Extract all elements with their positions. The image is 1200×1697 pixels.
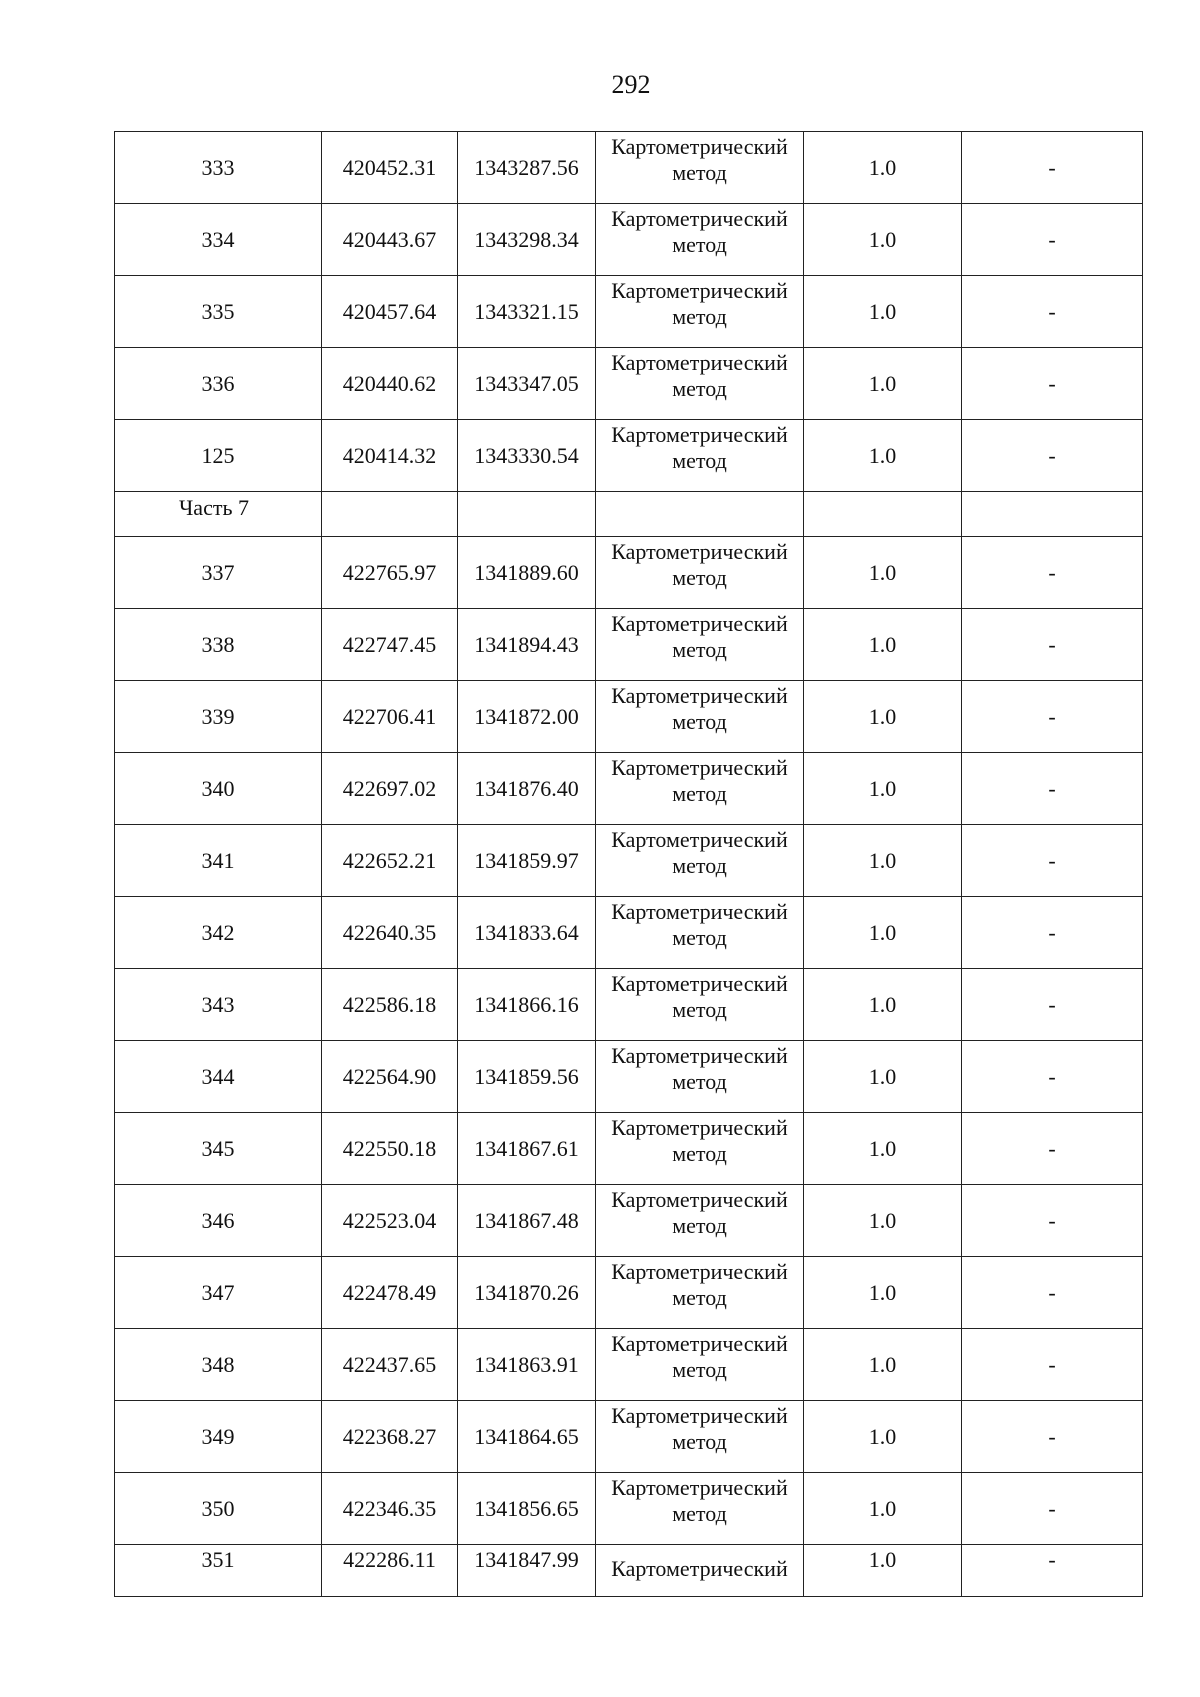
coord-x: 422550.18 <box>322 1113 458 1185</box>
table-row <box>115 1401 1143 1473</box>
coord-x: 420443.67 <box>322 204 458 276</box>
section-label: Часть 7 <box>115 492 322 537</box>
coord-x: 422697.02 <box>322 753 458 825</box>
point-number: 125 <box>115 420 322 492</box>
method: Картометрический метод <box>596 1329 804 1401</box>
coord-y: 1341876.40 <box>458 753 596 825</box>
point-number: 337 <box>115 537 322 609</box>
table-row <box>115 969 1143 1041</box>
note: - <box>962 897 1143 969</box>
method: Картометрический метод <box>596 897 804 969</box>
note: - <box>962 1185 1143 1257</box>
section-header <box>115 492 1143 537</box>
table-row <box>115 1185 1143 1257</box>
point-number: 334 <box>115 204 322 276</box>
accuracy: 1.0 <box>804 420 962 492</box>
coord-x: 422478.49 <box>322 1257 458 1329</box>
accuracy: 1.0 <box>804 348 962 420</box>
point-number: 345 <box>115 1113 322 1185</box>
coord-y: 1343298.34 <box>458 204 596 276</box>
point-number: 341 <box>115 825 322 897</box>
table-row <box>115 825 1143 897</box>
point-number: 342 <box>115 897 322 969</box>
accuracy: 1.0 <box>804 897 962 969</box>
section-row <box>115 492 1143 537</box>
table-body-part-7 <box>115 537 1143 1545</box>
coord-y: 1341859.97 <box>458 825 596 897</box>
method: Картометрический метод <box>596 609 804 681</box>
method: Картометрический метод <box>596 1401 804 1473</box>
note: - <box>962 276 1143 348</box>
accuracy: 1.0 <box>804 276 962 348</box>
point-number: 339 <box>115 681 322 753</box>
coord-y: 1341864.65 <box>458 1401 596 1473</box>
method: Картометрический метод <box>596 537 804 609</box>
table-row <box>115 1257 1143 1329</box>
note: - <box>962 1257 1143 1329</box>
point-number: 340 <box>115 753 322 825</box>
note: - <box>962 420 1143 492</box>
empty-cell <box>962 492 1143 537</box>
coord-y: 1341866.16 <box>458 969 596 1041</box>
coord-y: 1341863.91 <box>458 1329 596 1401</box>
point-number: 338 <box>115 609 322 681</box>
coord-y: 1341867.48 <box>458 1185 596 1257</box>
coord-y: 1343287.56 <box>458 132 596 204</box>
accuracy: 1.0 <box>804 1329 962 1401</box>
coord-y: 1341856.65 <box>458 1473 596 1545</box>
method: Картометрический метод <box>596 753 804 825</box>
coord-x: 422286.11 <box>322 1545 458 1597</box>
accuracy: 1.0 <box>804 681 962 753</box>
coord-y: 1343330.54 <box>458 420 596 492</box>
point-number: 351 <box>115 1545 322 1597</box>
coord-x: 422640.35 <box>322 897 458 969</box>
table-row <box>115 276 1143 348</box>
last-row-body <box>115 1545 1143 1597</box>
coord-x: 422368.27 <box>322 1401 458 1473</box>
accuracy: 1.0 <box>804 1473 962 1545</box>
method: Картометрический метод <box>596 1185 804 1257</box>
table-row <box>115 537 1143 609</box>
accuracy: 1.0 <box>804 1041 962 1113</box>
coord-y: 1341894.43 <box>458 609 596 681</box>
method: Картометрический метод <box>596 348 804 420</box>
table-body-part-6 <box>115 132 1143 492</box>
note: - <box>962 681 1143 753</box>
coord-x: 422437.65 <box>322 1329 458 1401</box>
table-row <box>115 1545 1143 1597</box>
accuracy: 1.0 <box>804 1401 962 1473</box>
note: - <box>962 132 1143 204</box>
coord-y: 1343347.05 <box>458 348 596 420</box>
note: - <box>962 1329 1143 1401</box>
note: - <box>962 609 1143 681</box>
accuracy: 1.0 <box>804 969 962 1041</box>
accuracy: 1.0 <box>804 609 962 681</box>
method: Картометрический метод <box>596 969 804 1041</box>
point-number: 349 <box>115 1401 322 1473</box>
table-row <box>115 1473 1143 1545</box>
coord-y: 1341867.61 <box>458 1113 596 1185</box>
table-row <box>115 609 1143 681</box>
empty-cell <box>596 492 804 537</box>
point-number: 335 <box>115 276 322 348</box>
table-row <box>115 132 1143 204</box>
coord-y: 1341859.56 <box>458 1041 596 1113</box>
empty-cell <box>804 492 962 537</box>
method: Картометрический метод <box>596 204 804 276</box>
accuracy: 1.0 <box>804 1257 962 1329</box>
accuracy: 1.0 <box>804 753 962 825</box>
note: - <box>962 1401 1143 1473</box>
method: Картометрический метод <box>596 276 804 348</box>
note: - <box>962 825 1143 897</box>
note: - <box>962 1113 1143 1185</box>
coord-x: 420457.64 <box>322 276 458 348</box>
method: Картометрический <box>596 1545 804 1597</box>
coord-x: 422652.21 <box>322 825 458 897</box>
accuracy: 1.0 <box>804 825 962 897</box>
table-row <box>115 348 1143 420</box>
coord-x: 422523.04 <box>322 1185 458 1257</box>
method: Картометрический метод <box>596 1257 804 1329</box>
table-row <box>115 897 1143 969</box>
table-row <box>115 1113 1143 1185</box>
point-number: 343 <box>115 969 322 1041</box>
table-row <box>115 1041 1143 1113</box>
table-row <box>115 1329 1143 1401</box>
coord-y: 1341870.26 <box>458 1257 596 1329</box>
method: Картометрический метод <box>596 681 804 753</box>
note: - <box>962 969 1143 1041</box>
table-row <box>115 681 1143 753</box>
point-number: 336 <box>115 348 322 420</box>
point-number: 346 <box>115 1185 322 1257</box>
empty-cell <box>458 492 596 537</box>
point-number: 333 <box>115 132 322 204</box>
method: Картометрический метод <box>596 132 804 204</box>
coord-x: 422564.90 <box>322 1041 458 1113</box>
coord-x: 422747.45 <box>322 609 458 681</box>
note: - <box>962 1473 1143 1545</box>
note: - <box>962 204 1143 276</box>
accuracy: 1.0 <box>804 1185 962 1257</box>
table-row <box>115 753 1143 825</box>
coord-y: 1341847.99 <box>458 1545 596 1597</box>
coord-y: 1341872.00 <box>458 681 596 753</box>
coord-y: 1341889.60 <box>458 537 596 609</box>
method: Картометрический метод <box>596 825 804 897</box>
coord-x: 420414.32 <box>322 420 458 492</box>
method: Картометрический метод <box>596 1041 804 1113</box>
table-row <box>115 204 1143 276</box>
table-row <box>115 420 1143 492</box>
method: Картометрический метод <box>596 1473 804 1545</box>
note: - <box>962 1041 1143 1113</box>
coord-x: 422706.41 <box>322 681 458 753</box>
accuracy: 1.0 <box>804 1545 962 1597</box>
coord-x: 420452.31 <box>322 132 458 204</box>
method: Картометрический метод <box>596 420 804 492</box>
accuracy: 1.0 <box>804 204 962 276</box>
accuracy: 1.0 <box>804 132 962 204</box>
coord-x: 422765.97 <box>322 537 458 609</box>
coord-x: 422346.35 <box>322 1473 458 1545</box>
note: - <box>962 348 1143 420</box>
coord-x: 422586.18 <box>322 969 458 1041</box>
point-number: 348 <box>115 1329 322 1401</box>
coord-y: 1341833.64 <box>458 897 596 969</box>
point-number: 350 <box>115 1473 322 1545</box>
point-number: 344 <box>115 1041 322 1113</box>
accuracy: 1.0 <box>804 1113 962 1185</box>
point-number: 347 <box>115 1257 322 1329</box>
page-number: 292 <box>611 70 651 99</box>
accuracy: 1.0 <box>804 537 962 609</box>
note: - <box>962 1545 1143 1597</box>
coordinates-table <box>114 131 1143 1597</box>
empty-cell <box>322 492 458 537</box>
coord-x: 420440.62 <box>322 348 458 420</box>
note: - <box>962 753 1143 825</box>
note: - <box>962 537 1143 609</box>
method: Картометрический метод <box>596 1113 804 1185</box>
coord-y: 1343321.15 <box>458 276 596 348</box>
